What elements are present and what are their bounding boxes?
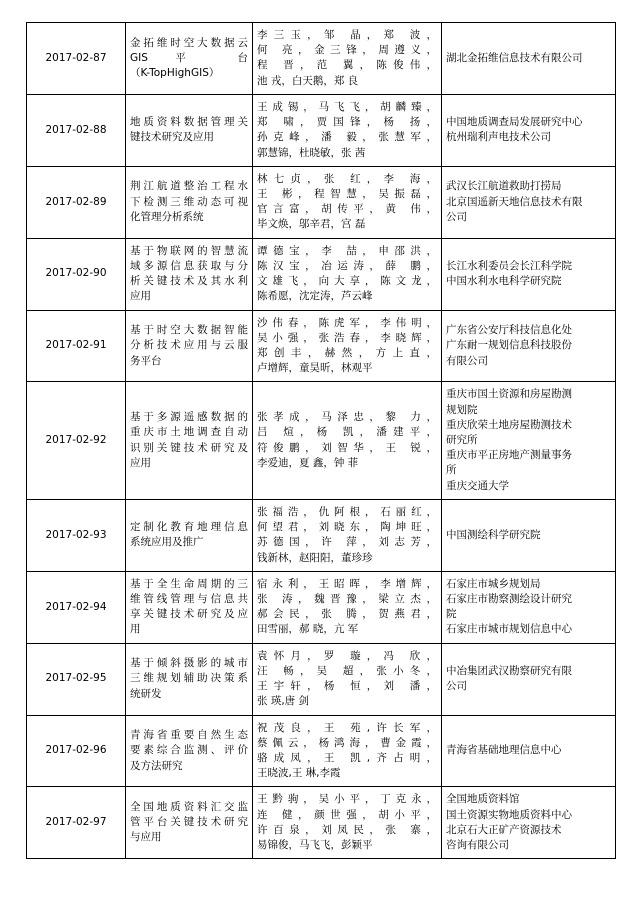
row-title (126, 571, 253, 643)
orgs-lines: 长江水利委员会长江科学院 中国水利水电科学研究院 (446, 259, 572, 288)
row-orgs (442, 166, 616, 238)
row-orgs (442, 499, 616, 571)
orgs-lines: 中国测绘科学研究院 (446, 528, 541, 541)
row-people (253, 787, 442, 859)
title-lines: 金拓维时空大数据云 GIS 平 台 （K-TopHighGIS） (130, 36, 248, 80)
row-orgs (442, 94, 616, 166)
title-lines: 全国地质资料汇交监 管平台关键技术研究 与应用 (130, 801, 248, 844)
row-code: 2017-02-94 (27, 571, 126, 643)
award-list-table (26, 22, 616, 859)
row-title (126, 787, 253, 859)
row-title (126, 499, 253, 571)
table-row (27, 571, 616, 643)
orgs-lines: 青海省基础地理信息中心 (446, 744, 562, 757)
people-lines: 李三玉，邹 晶，郑 波， 何 亮，金三锋，周遵义， 程 晋，范 翼，陈俊伟， 池 戎，白天鹅，郑 良 (257, 29, 437, 87)
row-code: 2017-02-91 (27, 310, 126, 382)
title-lines: 定制化教育地理信息 系统应用及推广 (130, 521, 248, 549)
people-lines: 张孝成，马泽忠，黎 力， 吕 煊，杨 凯，潘建平， 符俊鹏，刘智华，王 锐， 李爱迪，夏 鑫，钟 菲 (257, 411, 437, 469)
table-row (27, 166, 616, 238)
table-row (27, 787, 616, 859)
row-orgs (442, 382, 616, 500)
orgs-lines: 广东省公安厅科技信息化处 广东耐一规划信息科技股份 有限公司 (446, 324, 572, 367)
row-code: 2017-02-92 (27, 382, 126, 500)
row-orgs (442, 238, 616, 310)
row-people (253, 499, 442, 571)
title-lines: 地质资料数据管理关 键技术研究及应用 (130, 116, 248, 144)
row-title (126, 715, 253, 787)
row-orgs (442, 643, 616, 715)
row-title (126, 166, 253, 238)
table-row (27, 238, 616, 310)
row-orgs (442, 310, 616, 382)
title-lines: 基于全生命周期的三 维管线管理与信息共 享关键技术研究及应 用 (130, 577, 248, 636)
row-orgs (442, 787, 616, 859)
orgs-lines: 石家庄市城乡规划局 石家庄市勘察测绘设计研究 院 石家庄市城市规划信息中心 (446, 577, 572, 636)
orgs-lines: 中国地质调查局发展研究中心 杭州瑞利声电技术公司 (446, 116, 583, 144)
people-lines: 王成锡，马飞飞，胡麟臻， 郑 啸，贾国锋，杨 扬， 孙克峰，潘 毅，张慧军， 郭慧锦，杜晓敏，张 茜 (257, 100, 437, 159)
row-people (253, 238, 442, 310)
orgs-lines: 湖北金拓维信息技术有限公司 (446, 51, 583, 64)
row-people (253, 571, 442, 643)
orgs-lines: 全国地质资料馆 国土资源实物地质资料中心 北京石大正矿产资源技术 咨询有限公司 (446, 793, 572, 852)
row-orgs (442, 715, 616, 787)
row-code: 2017-02-88 (27, 94, 126, 166)
title-lines: 青海省重要自然生态 要素综合监测、评价 及方法研究 (130, 729, 248, 772)
row-people (253, 382, 442, 500)
table-row (27, 310, 616, 382)
row-people (253, 715, 442, 787)
row-people (253, 23, 442, 95)
row-code: 2017-02-89 (27, 166, 126, 238)
orgs-lines: 中冶集团武汉勘察研究有限 公司 (446, 664, 572, 693)
row-code: 2017-02-87 (27, 23, 126, 95)
row-people (253, 166, 442, 238)
table-row (27, 715, 616, 787)
title-lines: 基于倾斜摄影的城市 三维规划辅助决策系 统研发 (130, 657, 248, 700)
row-code: 2017-02-90 (27, 238, 126, 310)
row-code: 2017-02-95 (27, 643, 126, 715)
orgs-lines: 重庆市国土资源和房屋勘测 规划院 重庆欣荣土地房屋勘测技术 研究所 重庆市平正房地产测量事务 所 重庆交通大学 (446, 388, 572, 492)
row-code: 2017-02-93 (27, 499, 126, 571)
row-people (253, 94, 442, 166)
table-row (27, 23, 616, 95)
table-row (27, 643, 616, 715)
row-code: 2017-02-96 (27, 715, 126, 787)
title-lines: 荆江航道整治工程水 下检测三维动态可视 化管理分析系统 (130, 180, 248, 223)
people-lines: 祝茂良，王 苑,许长军， 蔡佩云，杨鸿海，曹金霞， 骆成凤，王 凯,齐占明， 王晓波,王 琳,李霞 (257, 721, 437, 780)
row-title (126, 382, 253, 500)
row-title (126, 310, 253, 382)
row-title (126, 23, 253, 95)
people-lines: 袁怀月，罗 璇，冯 欣， 汪 畅，吴 超，张小冬， 王宇轩，杨 恒，刘 潘， 张 瑛,唐 剑 (257, 649, 437, 708)
table-row (27, 382, 616, 500)
table-row (27, 499, 616, 571)
title-lines: 基于物联网的智慧流 域多源信息获取与分 析关键技术及其水利 应用 (130, 244, 248, 303)
table-body (27, 23, 616, 859)
people-lines: 沙伟春，陈虎军，李伟明， 吴小强，张浩春，李晓辉， 郑创丰，赫然，方上直， 卢增辉，童昊昕，林观平 (257, 316, 437, 375)
row-title (126, 94, 253, 166)
row-orgs (442, 571, 616, 643)
title-lines: 基于时空大数据智能 分析技术应用与云服 务平台 (130, 324, 248, 367)
orgs-lines: 武汉长江航道救助打捞局 北京国遥新天地信息技术有限 公司 (446, 180, 583, 223)
row-orgs (442, 23, 616, 95)
row-people (253, 643, 442, 715)
people-lines: 谭德宝，李 喆，申邵洪， 陈汉宝，冶运涛，薛 鹏， 文雄飞，向大享，陈文龙， 陈希愿，沈定涛，芦云峰 (257, 244, 437, 303)
people-lines: 宿永利，王昭晖，李增辉， 张 涛，魏晋豫，梁立杰， 郝会民，张 腾，贺燕君， 田雪丽，郝 晓，亢 军 (257, 577, 437, 636)
row-title (126, 643, 253, 715)
title-lines: 基于多源遥感数据的 重庆市土地调查自动 识别关键技术研究及 应用 (130, 411, 248, 469)
row-code: 2017-02-97 (27, 787, 126, 859)
row-people (253, 310, 442, 382)
people-lines: 张福浩，仇阿根，石丽红， 何望君，刘晓东，陶坤旺， 苏德国，许 萍，刘志芳， 钱新林，赵阳阳，董珍珍 (257, 505, 437, 564)
table-row (27, 94, 616, 166)
people-lines: 林七贞，张 红，李 海， 王 彬，程智慧，吴振磊， 官言富，胡传平，黄 伟， 毕文焕，邬辛君，宫 磊 (257, 172, 437, 231)
people-lines: 王黔驹，吴小平，丁克永， 连 健，颜世强，胡小平， 许百泉，刘凤民，张 寨， 易锦俊，马飞飞，彭颖平 (257, 793, 437, 852)
row-title (126, 238, 253, 310)
